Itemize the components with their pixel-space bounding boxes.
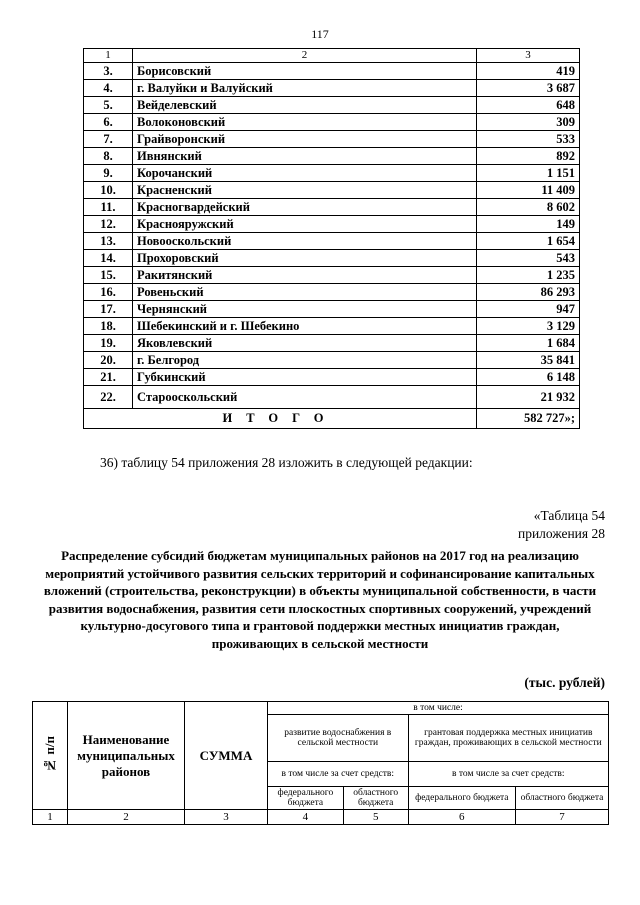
units-label: (тыс. рублей): [524, 675, 605, 690]
row-number: 3.: [84, 63, 133, 80]
amount: 3 129: [477, 318, 580, 335]
instruction-text: 36) таблицу 54 приложения 28 изложить в следующей редакции:: [100, 455, 473, 470]
column-index: 2: [68, 810, 185, 825]
table-row: [84, 216, 580, 233]
amount: 543: [477, 250, 580, 267]
district-name: Губкинский: [133, 369, 477, 386]
column-index: 7: [515, 810, 608, 825]
header-sum: СУММА: [185, 702, 268, 810]
header-number: № п/п: [33, 702, 68, 810]
table-reference-line-2: приложения 28: [517, 526, 605, 541]
district-name: г. Валуйки и Валуйский: [133, 80, 477, 97]
page-number: 117: [311, 27, 329, 41]
row-number: 14.: [84, 250, 133, 267]
amount: 149: [477, 216, 580, 233]
table-row: [84, 301, 580, 318]
district-name: Старооскольский: [133, 386, 477, 409]
amount: 11 409: [477, 182, 580, 199]
row-number: 6.: [84, 114, 133, 131]
column-index: 1: [33, 810, 68, 825]
district-name: Красненский: [133, 182, 477, 199]
column-number-2: 2: [133, 49, 477, 63]
district-name: Яковлевский: [133, 335, 477, 352]
district-name: Краснояружский: [133, 216, 477, 233]
table-row: [84, 267, 580, 284]
table-header-row: [84, 49, 580, 63]
row-number: 7.: [84, 131, 133, 148]
district-name: Новооскольский: [133, 233, 477, 250]
district-name: Шебекинский и г. Шебекино: [133, 318, 477, 335]
amount: 892: [477, 148, 580, 165]
header-funds-grant: в том числе за счет средств:: [408, 762, 608, 787]
amount: 648: [477, 97, 580, 114]
table-row: [84, 369, 580, 386]
total-value: 582 727»;: [477, 409, 580, 429]
header-federal-1: федерального бюджета: [268, 787, 344, 810]
table-row: [84, 250, 580, 267]
column-index: 3: [185, 810, 268, 825]
amount: 3 687: [477, 80, 580, 97]
header-water-supply: развитие водоснабжения в сельской местности: [268, 715, 409, 762]
table-row: [84, 165, 580, 182]
row-number: 20.: [84, 352, 133, 369]
table-row: [84, 233, 580, 250]
row-number: 11.: [84, 199, 133, 216]
row-number: 13.: [84, 233, 133, 250]
row-number: 10.: [84, 182, 133, 199]
table-row: [84, 352, 580, 369]
column-number-3: 3: [477, 49, 580, 63]
amount: 947: [477, 301, 580, 318]
district-name: Борисовский: [133, 63, 477, 80]
header-district-name: Наименование муниципальных районов: [68, 702, 185, 810]
table-row: [84, 97, 580, 114]
row-number: 19.: [84, 335, 133, 352]
row-number: 18.: [84, 318, 133, 335]
amount: 86 293: [477, 284, 580, 301]
table-row: [84, 318, 580, 335]
amount: 1 235: [477, 267, 580, 284]
column-index: 4: [268, 810, 344, 825]
header-federal-2: федерального бюджета: [408, 787, 515, 810]
amount: 6 148: [477, 369, 580, 386]
subsidy-distribution-table: [32, 701, 609, 825]
table-row: [84, 148, 580, 165]
district-name: Волоконовский: [133, 114, 477, 131]
row-number: 9.: [84, 165, 133, 182]
table-row: [84, 284, 580, 301]
amount: 35 841: [477, 352, 580, 369]
header-in-that: в том числе:: [268, 702, 609, 715]
row-number: 16.: [84, 284, 133, 301]
header-grant-support: грантовая поддержка местных инициатив граждан, проживающих в сельской местности: [408, 715, 608, 762]
district-name: Корочанский: [133, 165, 477, 182]
district-name: Ракитянский: [133, 267, 477, 284]
row-number: 21.: [84, 369, 133, 386]
amount: 21 932: [477, 386, 580, 409]
total-row: [84, 409, 580, 429]
table-row: [84, 386, 580, 409]
district-name: Вейделевский: [133, 97, 477, 114]
row-number: 8.: [84, 148, 133, 165]
row-number: 17.: [84, 301, 133, 318]
section-heading: Распределение субсидий бюджетам муниципальных районов на 2017 год на реализацию мероприятий устойчивого развития сельских территорий и софинансирование капитальных вложений (строительства, реконструкции) в объекты муниципальной собственности, в части развития водоснабжения, развития сети плоскостных спортивных сооружений, учреждений культурно-досугового типа и грантовой поддержки местных инициатив граждан, проживающих в сельской местности: [43, 548, 597, 651]
header-regional-2: областного бюджета: [515, 787, 608, 810]
header-regional-1: областного бюджета: [343, 787, 408, 810]
table-row: [84, 131, 580, 148]
district-name: Грайворонский: [133, 131, 477, 148]
amount: 1 654: [477, 233, 580, 250]
table-row: [84, 63, 580, 80]
table-row: [84, 114, 580, 131]
district-name: Красногвардейский: [133, 199, 477, 216]
total-label: ИТОГО: [84, 409, 477, 429]
district-name: Ивнянский: [133, 148, 477, 165]
district-totals-table: [83, 48, 580, 429]
column-number-1: 1: [84, 49, 133, 63]
row-number: 15.: [84, 267, 133, 284]
district-name: Ровеньский: [133, 284, 477, 301]
amount: 309: [477, 114, 580, 131]
amount: 1 684: [477, 335, 580, 352]
row-number: 4.: [84, 80, 133, 97]
row-number: 12.: [84, 216, 133, 233]
header-funds-water: в том числе за счет средств:: [268, 762, 409, 787]
amount: 1 151: [477, 165, 580, 182]
table-reference: [518, 507, 605, 543]
amount: 533: [477, 131, 580, 148]
table-row: [84, 182, 580, 199]
district-name: Чернянский: [133, 301, 477, 318]
row-number: 22.: [84, 386, 133, 409]
table-row: [84, 335, 580, 352]
table-row: [84, 199, 580, 216]
column-index: 6: [408, 810, 515, 825]
column-index: 5: [343, 810, 408, 825]
district-name: г. Белгород: [133, 352, 477, 369]
table-row: [84, 80, 580, 97]
amount: 8 602: [477, 199, 580, 216]
amount: 419: [477, 63, 580, 80]
row-number: 5.: [84, 97, 133, 114]
table-reference-line-1: «Таблица 54: [533, 508, 605, 523]
district-name: Прохоровский: [133, 250, 477, 267]
